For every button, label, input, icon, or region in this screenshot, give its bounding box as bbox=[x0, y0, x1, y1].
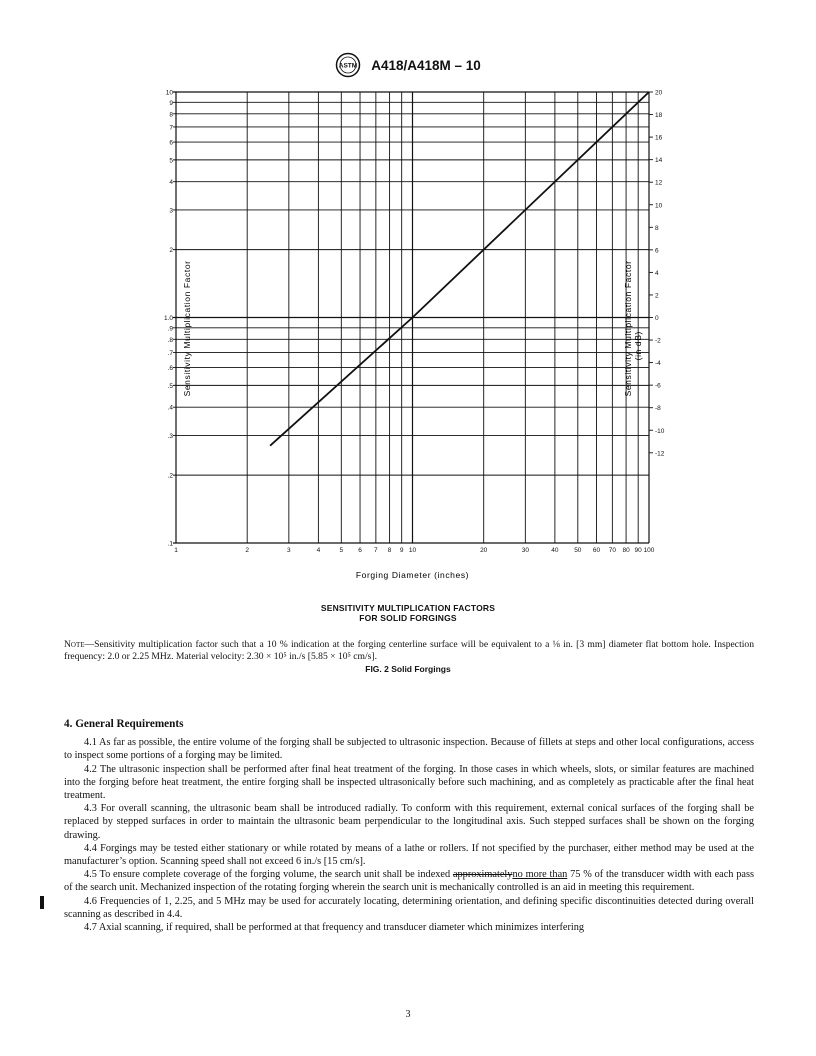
y2-tick-label: 0 bbox=[655, 315, 659, 322]
x-tick-label: 10 bbox=[408, 547, 417, 554]
y-tick-label: .9 bbox=[167, 325, 173, 333]
chart-heading-line1: SENSITIVITY MULTIPLICATION FACTORS bbox=[320, 603, 496, 613]
y-tick-label: 3 bbox=[169, 207, 173, 215]
y2-axis-label: Sensitivity Multiplication Factor bbox=[623, 260, 633, 397]
y-tick-label: .4 bbox=[167, 404, 173, 412]
y2-tick-label: 10 bbox=[655, 202, 663, 210]
y-tick-label: .8 bbox=[167, 336, 173, 344]
paragraph-4-1: 4.1 As far as possible, the entire volume of the forging shall be subjected to ultrasonic inspection. Because of fillets at steps and other local configurations, access to inspect some portions of a forging may be limited. bbox=[64, 737, 754, 762]
y-tick-label: .6 bbox=[167, 365, 173, 373]
y2-tick-label: -10 bbox=[655, 427, 665, 435]
section-heading: 4. General Requirements bbox=[64, 718, 184, 730]
y-tick-label: 8 bbox=[169, 111, 173, 119]
chart-labels bbox=[164, 90, 665, 555]
general-requirements-section bbox=[64, 718, 754, 934]
y-tick-label: 1.0 bbox=[163, 315, 173, 322]
paragraph-4-3: 4.3 For overall scanning, the ultrasonic beam shall be introduced radially. To conform with this requirement, external conical surfaces of the forging shall be replaced by stepped surfaces in order to maintain the ultrasonic beam perpendicular to the longitudinal axis. Such stepped surfaces shall be shown on the forging drawing. bbox=[64, 803, 754, 841]
y2-tick-label: -2 bbox=[655, 337, 661, 345]
y-tick-label: .5 bbox=[167, 382, 173, 390]
revision-change-bar bbox=[40, 896, 44, 909]
paragraph-4-2: 4.2 The ultrasonic inspection shall be performed after final heat treatment of the forging. In those cases in which wheels, slots, or similar features are machined into the forging before heat treatment, the entire forging shall be inspected ultrasonically before such machining, and as completely as practicable after the final heat treatment. bbox=[64, 763, 754, 802]
y2-tick-label: 14 bbox=[655, 157, 663, 165]
y-tick-label: 9 bbox=[169, 99, 173, 107]
y2-tick-label: -8 bbox=[655, 405, 661, 413]
paragraph-4-5-text-b: 75 % of the transducer width with each pass of the search unit. Mechanized inspection of the rotating forging wherein the search unit is mechanically controlled is an aid in meeting this requirement. bbox=[64, 869, 754, 894]
x-tick-label: 4 bbox=[316, 547, 321, 554]
astm-logo-icon bbox=[335, 52, 361, 78]
deleted-text: approximately bbox=[452, 869, 513, 881]
y2-axis-unit: (in dB) bbox=[633, 331, 643, 361]
y2-tick-label: 18 bbox=[655, 112, 663, 120]
svg-text:ASTM: ASTM bbox=[338, 62, 358, 70]
note-text: —Sensitivity multiplication factor such that a 10 % indication at the forging centerline surface will be equivalent to a ⅛ in. [3 mm] diameter flat bottom hole. Inspection frequency: 2.0 or 2.25 MHz. Material velocity: 2.30 × 10⁵ in./s [5.85 × 10⁵ cm/s]. bbox=[64, 639, 754, 662]
paragraph-4-6: 4.6 Frequencies of 1, 2.25, and 5 MHz may be used for accurately locating, determining orientation, and defining specific discontinuities detected during overall scanning as described in 4.4. bbox=[64, 895, 754, 920]
x-tick-label: 40 bbox=[551, 547, 559, 554]
y-tick-label: .7 bbox=[167, 349, 173, 357]
y2-tick-label: 2 bbox=[655, 292, 659, 300]
y2-tick-label: 6 bbox=[655, 247, 659, 255]
y-tick-label: .2 bbox=[167, 472, 173, 480]
paragraph-4-5-text-a: 4.5 To ensure complete coverage of the forging volume, the search unit shall be indexed bbox=[84, 869, 453, 881]
y-tick-label: 10 bbox=[165, 89, 173, 97]
document-title: A418/A418M – 10 bbox=[371, 57, 481, 73]
y-tick-label: 7 bbox=[169, 124, 173, 132]
x-tick-label: 6 bbox=[358, 547, 362, 554]
x-tick-label: 2 bbox=[245, 547, 250, 554]
y-axis-label: Sensitivity Multiplication Factor bbox=[182, 260, 192, 397]
y-tick-label: 6 bbox=[169, 139, 173, 147]
paragraph-4-7: 4.7 Axial scanning, if required, shall be performed at that frequency and transducer diameter which minimizes interfering bbox=[84, 922, 585, 934]
y2-tick-label: 16 bbox=[655, 134, 663, 142]
chart-series bbox=[270, 92, 649, 446]
y-tick-label: 5 bbox=[169, 157, 173, 165]
x-tick-label: 90 bbox=[634, 547, 642, 554]
paragraph-4-5 bbox=[64, 868, 754, 894]
series-line bbox=[270, 92, 649, 446]
y2-tick-label: -12 bbox=[655, 450, 665, 458]
y-tick-label: 4 bbox=[169, 179, 173, 187]
y2-tick-label: 8 bbox=[655, 224, 659, 232]
x-tick-label: 100 bbox=[643, 547, 655, 554]
chart-heading bbox=[0, 603, 816, 623]
y2-tick-label: 12 bbox=[655, 179, 663, 187]
x-tick-label: 3 bbox=[287, 547, 291, 554]
page-number: 3 bbox=[405, 1009, 411, 1020]
y-tick-label: 2 bbox=[169, 247, 173, 255]
x-tick-label: 1 bbox=[174, 547, 178, 554]
x-tick-label: 80 bbox=[622, 547, 630, 554]
figure-note bbox=[64, 639, 754, 662]
x-tick-label: 8 bbox=[387, 547, 392, 554]
y2-tick-label: -6 bbox=[655, 382, 661, 390]
paragraph-4-4: 4.4 Forgings may be tested either stationary or while rotated by means of a lathe or rollers. If not specified by the purchaser, either method may be used at the manufacturer’s option. Scanning speed shall not exceed 6 in./s [15 cm/s]. bbox=[64, 842, 754, 868]
x-tick-label: 9 bbox=[399, 547, 404, 554]
x-tick-label: 70 bbox=[608, 547, 616, 554]
inserted-text: no more than bbox=[512, 869, 568, 881]
x-tick-label: 60 bbox=[592, 547, 601, 554]
y2-tick-label: 4 bbox=[655, 269, 659, 277]
chart-heading-line2: FOR SOLID FORGINGS bbox=[359, 613, 457, 623]
x-tick-label: 30 bbox=[521, 547, 529, 554]
x-tick-label: 7 bbox=[374, 547, 378, 554]
y2-tick-label: 20 bbox=[655, 89, 663, 97]
y2-tick-label: -4 bbox=[655, 360, 661, 368]
y-tick-label: .1 bbox=[167, 540, 173, 548]
figure-caption: FIG. 2 Solid Forgings bbox=[365, 664, 451, 674]
note-label: Note bbox=[64, 639, 85, 650]
page-header bbox=[0, 52, 816, 78]
sensitivity-chart bbox=[160, 84, 665, 584]
y-tick-label: .3 bbox=[167, 432, 173, 440]
x-axis-label: Forging Diameter (inches) bbox=[355, 570, 470, 580]
x-tick-label: 5 bbox=[339, 547, 344, 554]
x-tick-label: 50 bbox=[574, 547, 582, 554]
x-tick-label: 20 bbox=[480, 547, 488, 554]
